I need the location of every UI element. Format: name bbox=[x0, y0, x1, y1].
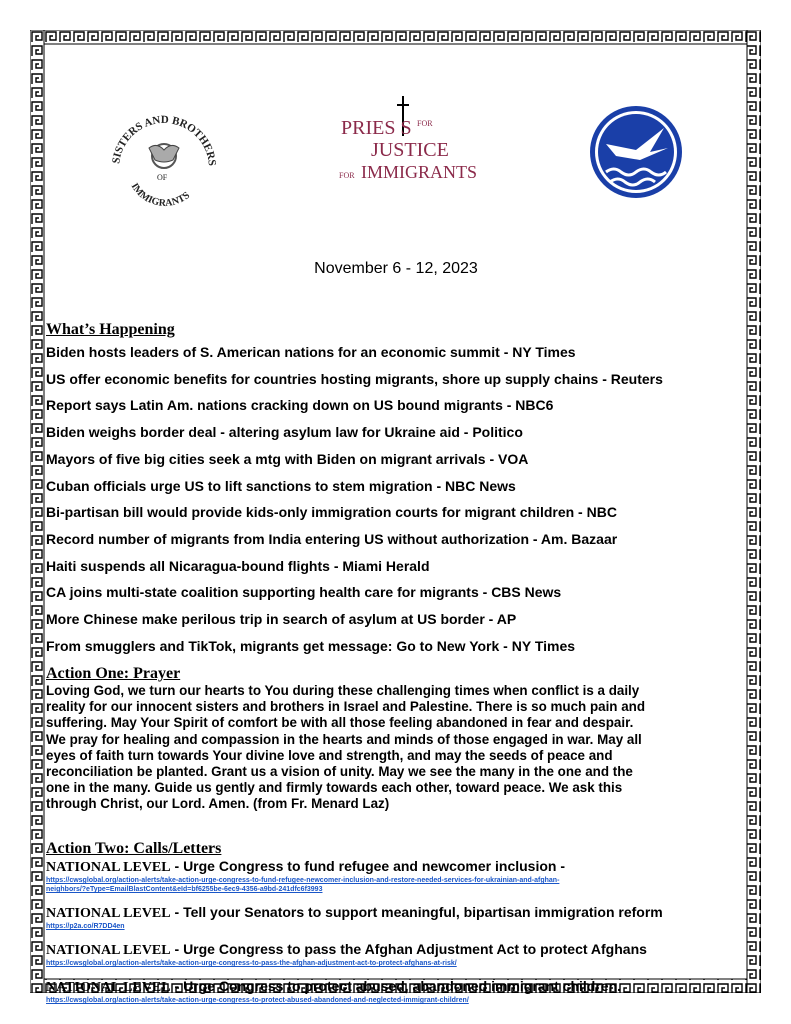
call-level: NATIONAL LEVEL bbox=[46, 980, 171, 995]
news-item[interactable]: From smugglers and TikTok, migrants get message: Go to New York - NY Times bbox=[46, 637, 576, 654]
call-item: NATIONAL LEVEL - Urge Congress to pass the Afghan Adjustment Act to protect Afghans https://cwsglobal.org/action-alerts/take-action-urge-congress-to-pass-the-afghan-adjustment-act-to-protect-afghans-at-risk/ bbox=[46, 941, 746, 968]
news-item[interactable]: CA joins multi-state coalition supporting health care for migrants - CBS News bbox=[46, 584, 562, 601]
action-one-section bbox=[46, 665, 746, 813]
prayer-text: Loving God, we turn our hearts to You during these challenging times when conflict is a daily reality for our innocent sisters and brothers in Israel and Palestine. There is so much pain and suffering. May Your Spirit of comfort be with all those feeling abandoned in fear and despair. We pray for healing and compassion in the hearts and minds of those engaged in war. May all eyes of faith turn towards Your divine love and strength, and may the seeds of peace and reconciliation be planted. Grant us a vision of unity. May we see the many in the one and the one in the many. Guide us gently and firmly towards each other, toward peace. We ask this through Christ, our Lord. Amen. (from Fr. Menard Laz) bbox=[46, 683, 646, 812]
news-item[interactable]: Biden hosts leaders of S. American nations for an economic summit - NY Times bbox=[46, 344, 576, 360]
call-link[interactable]: https://p2a.co/R7DD4en bbox=[46, 923, 125, 930]
call-text: Urge Congress to protect abused, abandoned immigrant children. bbox=[183, 978, 622, 994]
news-item[interactable]: Report says Latin Am. nations cracking down on US bound migrants - NBC6 bbox=[46, 397, 554, 414]
news-item[interactable]: Haiti suspends all Nicaragua-bound flights - Miami Herald bbox=[46, 557, 430, 574]
svg-text:SISTERS AND BROTHERS: SISTERS AND BROTHERS bbox=[110, 113, 219, 167]
page-content bbox=[46, 46, 746, 1004]
news-item[interactable]: Record number of migrants from India entering US without authorization - Am. Bazaar bbox=[46, 530, 618, 547]
call-item: NATIONAL LEVEL - Urge Congress to protect abused, abandoned immigrant children. https://cwsglobal.org/action-alerts/take-action-urge-congress-to-protect-abused-abandoned-and-neglected-immigrant-children/ bbox=[46, 978, 746, 1005]
call-text: Urge Congress to pass the Afghan Adjustment Act to protect Afghans bbox=[183, 941, 647, 957]
svg-text:IMMIGRANTS: IMMIGRANTS bbox=[361, 162, 478, 182]
whats-happening-title: What’s Happening bbox=[46, 321, 175, 338]
call-text: Tell your Senators to support meaningful, bipartisan immigration reform bbox=[183, 904, 663, 920]
call-link[interactable]: https://cwsglobal.org/action-alerts/take-action-urge-congress-to-pass-the-afghan-adjustment-act-to-protect-afghans-at-risk/ bbox=[46, 960, 457, 967]
svg-text:FOR: FOR bbox=[417, 119, 433, 128]
call-item: NATIONAL LEVEL - Tell your Senators to support meaningful, bipartisan immigration reform https://p2a.co/R7DD4en bbox=[46, 904, 746, 931]
priests-for-justice-logo bbox=[311, 96, 491, 196]
dove-logo bbox=[586, 102, 686, 202]
action-one-title: Action One: Prayer bbox=[46, 665, 181, 682]
svg-text:JUSTICE: JUSTICE bbox=[371, 139, 449, 161]
svg-text:OF: OF bbox=[157, 173, 168, 182]
svg-text:FOR: FOR bbox=[339, 171, 355, 180]
date-range: November 6 - 12, 2023 bbox=[314, 260, 478, 277]
news-item[interactable]: More Chinese make perilous trip in search of asylum at US border - AP bbox=[46, 611, 517, 628]
svg-text:PRIES S: PRIES S bbox=[341, 117, 412, 139]
call-link[interactable]: https://cwsglobal.org/action-alerts/take-action-urge-congress-to-fund-refugee-newcomer-inclusion-and-restore-needed-services-for-ukrainian-and-afghan- neighbors/?eType=EmailBlastContent&eId=bf6255be-6ec9-4356-a9bd-241dfc6f3993 bbox=[46, 877, 560, 893]
call-level: NATIONAL LEVEL bbox=[46, 860, 171, 875]
news-item[interactable]: Bi-partisan bill would provide kids-only immigration courts for migrant children - NBC bbox=[46, 504, 617, 521]
news-item[interactable]: Biden weighs border deal - altering asylum law for Ukraine aid - Politico bbox=[46, 424, 523, 441]
action-two-section bbox=[46, 840, 746, 1015]
action-two-title: Action Two: Calls/Letters bbox=[46, 840, 222, 857]
svg-text:IMMIGRANTS: IMMIGRANTS bbox=[128, 181, 192, 209]
call-link[interactable]: https://cwsglobal.org/action-alerts/take-action-urge-congress-to-protect-abused-abandoned-and-neglected-immigrant-children/ bbox=[46, 997, 469, 1004]
call-text: Urge Congress to fund refugee and newcomer inclusion - bbox=[183, 858, 565, 874]
news-item[interactable]: Mayors of five big cities seek a mtg with Biden on migrant arrivals - VOA bbox=[46, 450, 529, 467]
sisters-brothers-logo bbox=[101, 106, 221, 216]
news-item[interactable]: US offer economic benefits for countries hosting migrants, shore up supply chains - Reuters bbox=[46, 370, 663, 387]
whats-happening-section bbox=[46, 321, 746, 659]
call-level: NATIONAL LEVEL bbox=[46, 906, 171, 921]
call-item: NATIONAL LEVEL - Urge Congress to fund refugee and newcomer inclusion - https://cwsglobal.org/action-alerts/take-action-urge-congress-to-fund-refugee-newcomer-inclusion-and-restore-needed-services-for-ukrainian-and-afghan- neighbors/?eType=EmailBlastContent&eId=bf6255be-6ec9-4356-a9bd-241dfc6f3993 bbox=[46, 858, 746, 894]
news-item[interactable]: Cuban officials urge US to lift sanctions to stem migration - NBC News bbox=[46, 477, 516, 494]
call-level: NATIONAL LEVEL bbox=[46, 943, 171, 958]
